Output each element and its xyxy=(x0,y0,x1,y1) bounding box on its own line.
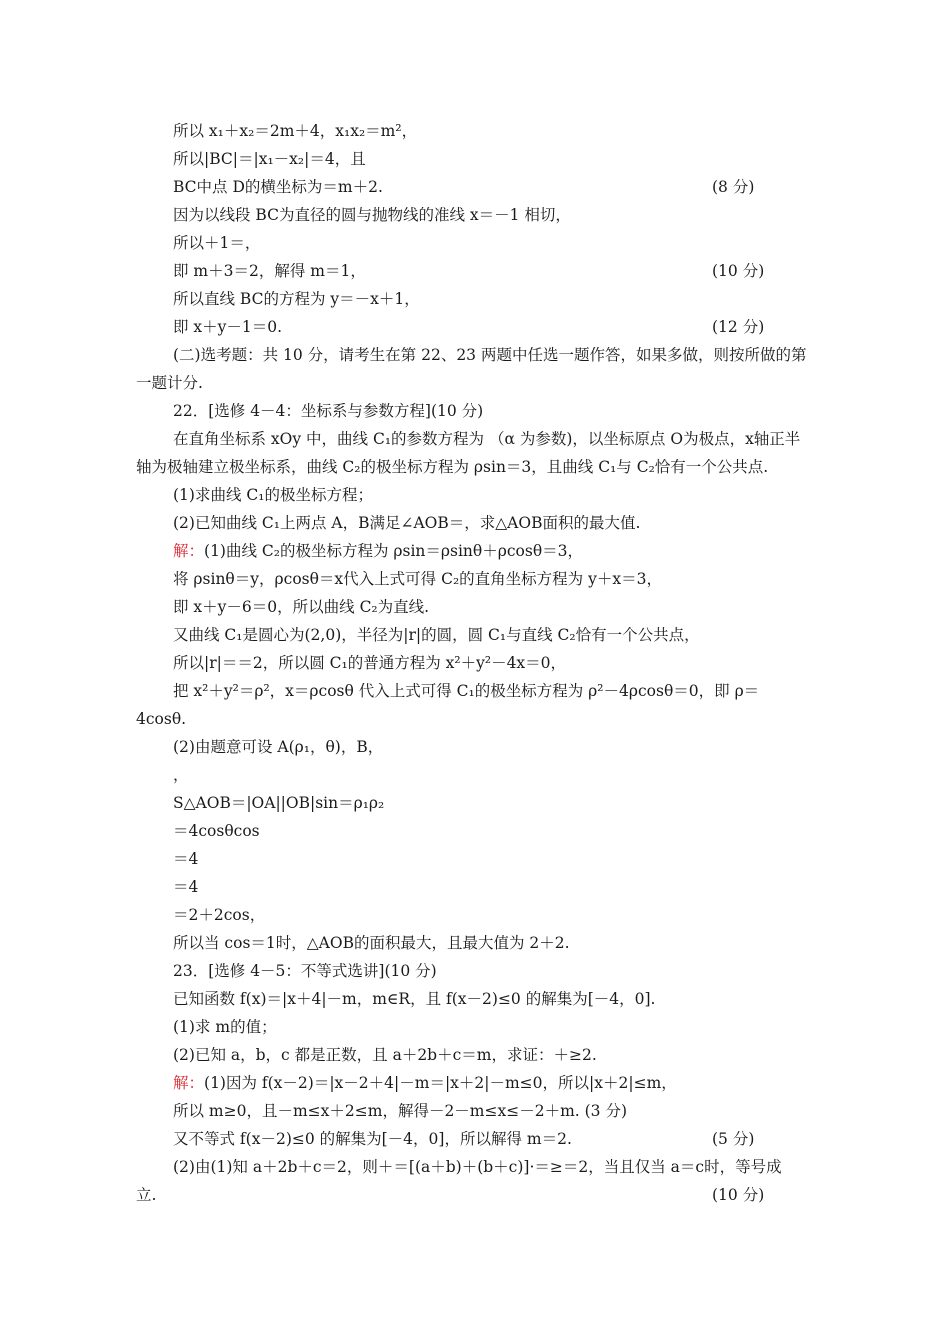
text-line: 所以|r|＝＝2，所以圆 C₁的普通方程为 x²＋y²－4x＝0， xyxy=(173,654,567,672)
text-line: (1)曲线 C₂的极坐标方程为 ρsin＝ρsinθ＋ρcosθ＝3， xyxy=(204,542,584,560)
score-mark: (8 分) xyxy=(712,178,755,196)
text-line: (2)已知 a，b，c 都是正数，且 a＋2b＋c＝m，求证：＋≥2. xyxy=(173,1046,597,1064)
text-line: ＝4 xyxy=(173,850,199,868)
score-mark: (10 分) xyxy=(712,1186,765,1204)
text-line: ＝2＋2cos， xyxy=(173,906,266,924)
text-line: 所以直线 BC的方程为 y＝－x＋1， xyxy=(173,290,420,308)
solution-label: 解： xyxy=(173,1074,205,1092)
text-line: 立. xyxy=(136,1186,157,1204)
text-line: 所以 m≥0，且－m≤x＋2≤m，解得－2－m≤x≤－2＋m. (3 分) xyxy=(173,1102,628,1120)
text-line: ＝4cosθcos xyxy=(173,822,260,840)
text-line: 即 x＋y－6＝0，所以曲线 C₂为直线. xyxy=(173,598,430,616)
text-line: 即 m＋3＝2，解得 m＝1， xyxy=(173,262,366,280)
text-line: 4cosθ. xyxy=(136,710,187,728)
text-line: (1)求 m的值； xyxy=(173,1018,277,1036)
text-line: 又曲线 C₁是圆心为(2,0)，半径为|r|的圆，圆 C₁与直线 C₂恰有一个公共点， xyxy=(173,626,700,644)
text-line: 又不等式 f(x－2)≤0 的解集为[－4，0]，所以解得 m＝2. xyxy=(173,1130,572,1148)
text-line: 所以 x₁＋x₂＝2m＋4，x₁x₂＝m²， xyxy=(173,122,418,140)
text-line: 22．[选修 4－4：坐标系与参数方程](10 分) xyxy=(173,402,484,420)
text-line: 把 x²＋y²＝ρ²，x＝ρcosθ 代入上式可得 C₁的极坐标方程为 ρ²－4ρcosθ＝0，即 ρ＝ xyxy=(173,682,760,700)
text-line: ， xyxy=(173,766,189,784)
solution-line xyxy=(173,537,583,565)
text-line: 轴为极轴建立极坐标系，曲线 C₂的极坐标方程为 ρsin＝3，且曲线 C₁与 C₂恰有一个公共点. xyxy=(136,458,769,476)
text-line: S△AOB＝|OA||OB|sin＝ρ₁ρ₂ xyxy=(173,794,385,812)
solution-label: 解： xyxy=(173,542,205,560)
score-mark: (12 分) xyxy=(712,318,765,336)
text-line: 即 x＋y－1＝0. xyxy=(173,318,283,336)
text-line: BC中点 D的横坐标为＝m＋2. xyxy=(173,178,383,196)
solution-line xyxy=(173,1069,677,1097)
text-line: (2)已知曲线 C₁上两点 A，B满足∠AOB＝，求△AOB面积的最大值. xyxy=(173,514,641,532)
text-line: 所以|BC|＝|x₁－x₂|＝4，且 xyxy=(173,150,366,168)
score-mark: (10 分) xyxy=(712,262,765,280)
text-line: 将 ρsinθ＝y，ρcosθ＝x代入上式可得 C₂的直角坐标方程为 y＋x＝3， xyxy=(173,570,662,588)
text-line: (2)由题意可设 A(ρ₁，θ)，B， xyxy=(173,738,384,756)
text-line: (1)因为 f(x－2)＝|x－2＋4|－m＝|x＋2|－m≤0，所以|x＋2|≤m， xyxy=(204,1074,677,1092)
text-line: 因为以线段 BC为直径的圆与抛物线的准线 x＝－1 相切， xyxy=(173,206,571,224)
text-line: (1)求曲线 C₁的极坐标方程； xyxy=(173,486,373,504)
text-line: 一题计分. xyxy=(136,374,203,392)
text-line: (二)选考题：共 10 分，请考生在第 22、23 两题中任选一题作答，如果多做，则按所做的第 xyxy=(173,346,807,364)
text-line: 所以当 cos＝1时，△AOB的面积最大，且最大值为 2＋2. xyxy=(173,934,570,952)
score-mark: (5 分) xyxy=(712,1130,755,1148)
text-line: 23．[选修 4－5：不等式选讲](10 分) xyxy=(173,962,437,980)
text-line: 所以＋1＝， xyxy=(173,234,261,252)
text-line: ＝4 xyxy=(173,878,199,896)
text-line: 在直角坐标系 xOy 中，曲线 C₁的参数方程为 （α 为参数)，以坐标原点 O为极点，x轴正半 xyxy=(173,430,801,448)
text-line: (2)由(1)知 a＋2b＋c＝2，则＋＝[(a＋b)＋(b＋c)]·＝≥＝2，当且仅当 a＝c时，等号成 xyxy=(173,1158,782,1176)
text-line: 已知函数 f(x)＝|x＋4|－m，m∈R，且 f(x－2)≤0 的解集为[－4，0]. xyxy=(173,990,656,1008)
